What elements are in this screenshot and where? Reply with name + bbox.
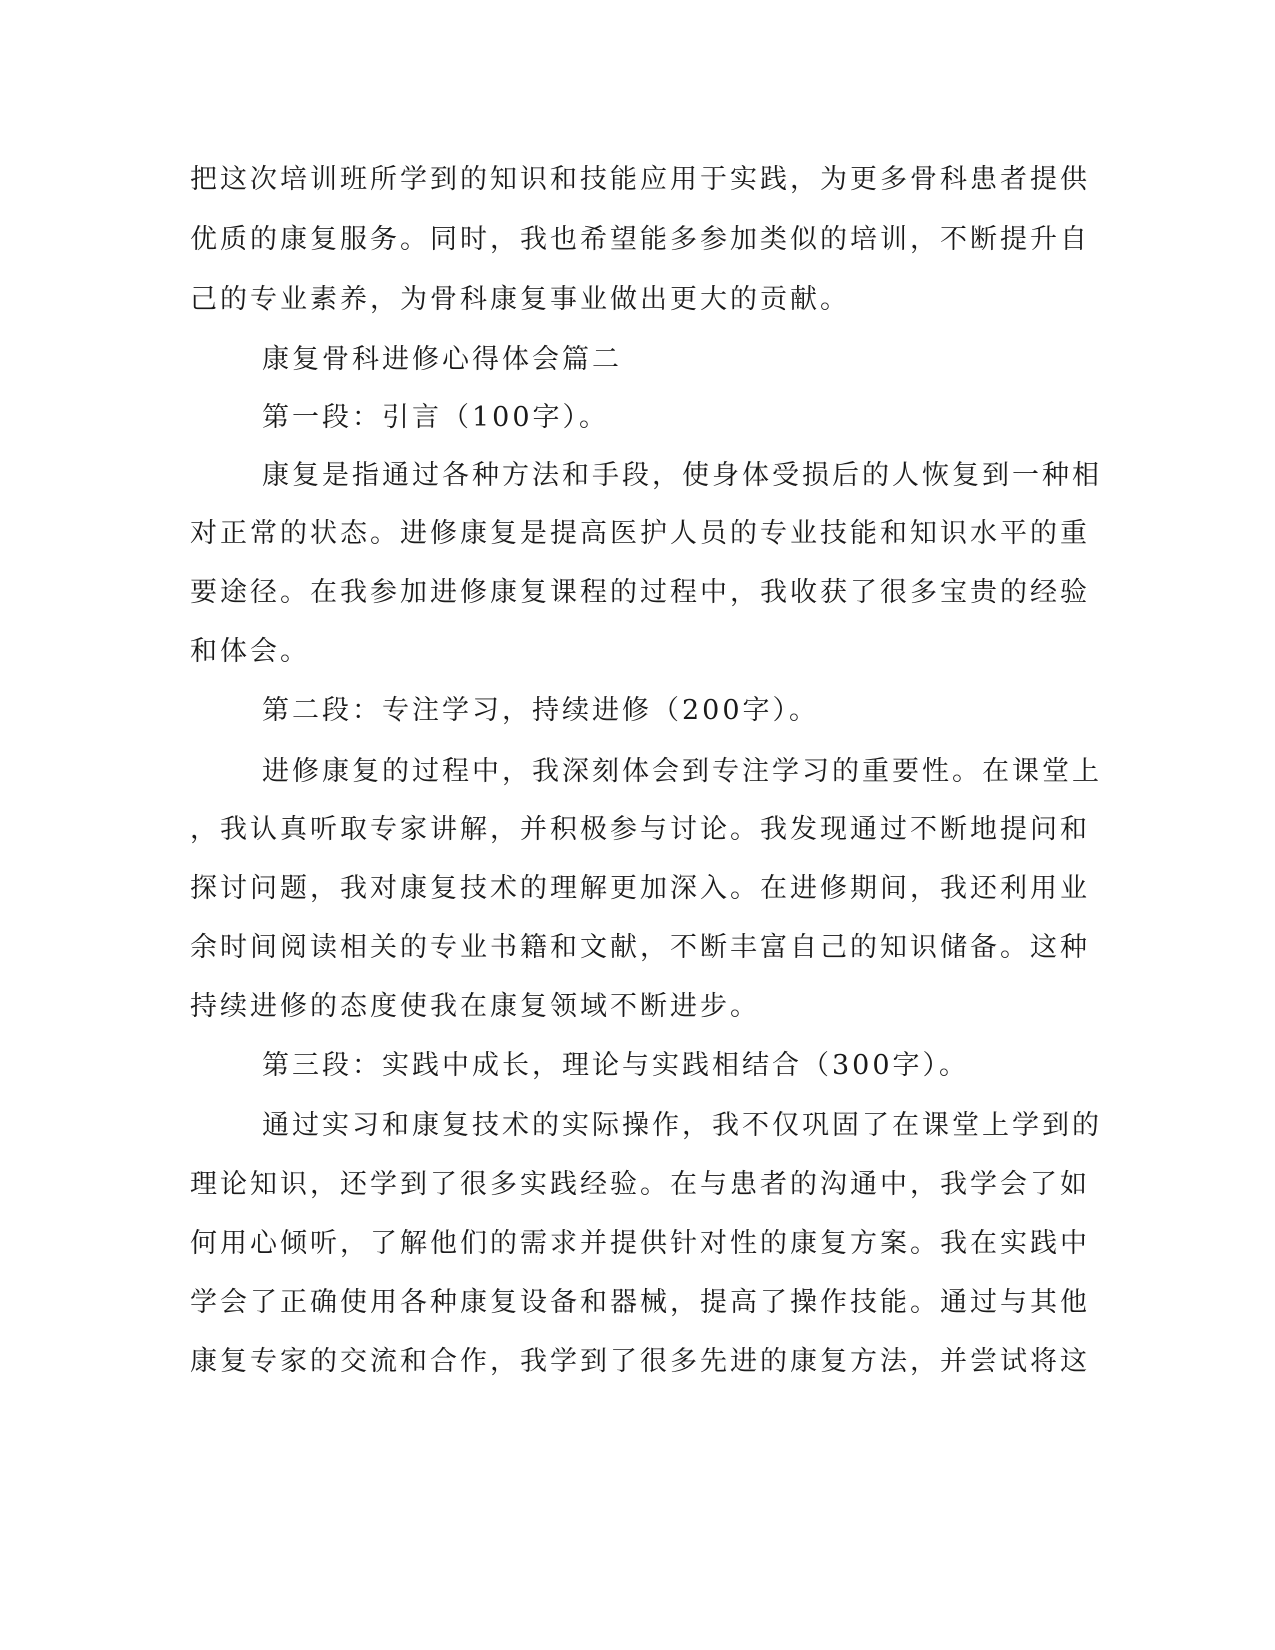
text-line: 探讨问题，我对康复技术的理解更加深入。在进修期间，我还利用业: [190, 873, 1090, 904]
text-line: 通过实习和康复技术的实际操作，我不仅巩固了在课堂上学到的: [262, 1110, 1102, 1141]
section-heading: 第三段：实践中成长，理论与实践相结合（300字）。: [262, 1050, 970, 1081]
text-line: 和体会。: [190, 636, 310, 667]
text-line: 康复专家的交流和合作，我学到了很多先进的康复方法，并尝试将这: [190, 1346, 1090, 1377]
text-line: 优质的康复服务。同时，我也希望能多参加类似的培训，不断提升自: [190, 224, 1090, 255]
text-line: 余时间阅读相关的专业书籍和文献，不断丰富自己的知识储备。这种: [190, 932, 1090, 963]
section-title: 康复骨科进修心得体会篇二: [262, 344, 622, 375]
section-heading: 第二段：专注学习，持续进修（200字）。: [262, 695, 820, 726]
text-line: 进修康复的过程中，我深刻体会到专注学习的重要性。在课堂上: [262, 756, 1102, 787]
text-line: 何用心倾听，了解他们的需求并提供针对性的康复方案。我在实践中: [190, 1228, 1090, 1259]
text-line: 对正常的状态。进修康复是提高医护人员的专业技能和知识水平的重: [190, 518, 1090, 549]
text-line: 己的专业素养，为骨科康复事业做出更大的贡献。: [190, 284, 850, 315]
text-line: 理论知识，还学到了很多实践经验。在与患者的沟通中，我学会了如: [190, 1169, 1090, 1200]
text-line: 学会了正确使用各种康复设备和器械，提高了操作技能。通过与其他: [190, 1287, 1090, 1318]
text-line: 把这次培训班所学到的知识和技能应用于实践，为更多骨科患者提供: [190, 164, 1090, 195]
text-line: 持续进修的态度使我在康复领域不断进步。: [190, 991, 760, 1022]
section-heading: 第一段：引言（100字）。: [262, 402, 610, 433]
text-line: 康复是指通过各种方法和手段，使身体受损后的人恢复到一种相: [262, 460, 1102, 491]
text-line: ，我认真听取专家讲解，并积极参与讨论。我发现通过不断地提问和: [190, 814, 1090, 845]
text-line: 要途径。在我参加进修康复课程的过程中，我收获了很多宝贵的经验: [190, 577, 1090, 608]
